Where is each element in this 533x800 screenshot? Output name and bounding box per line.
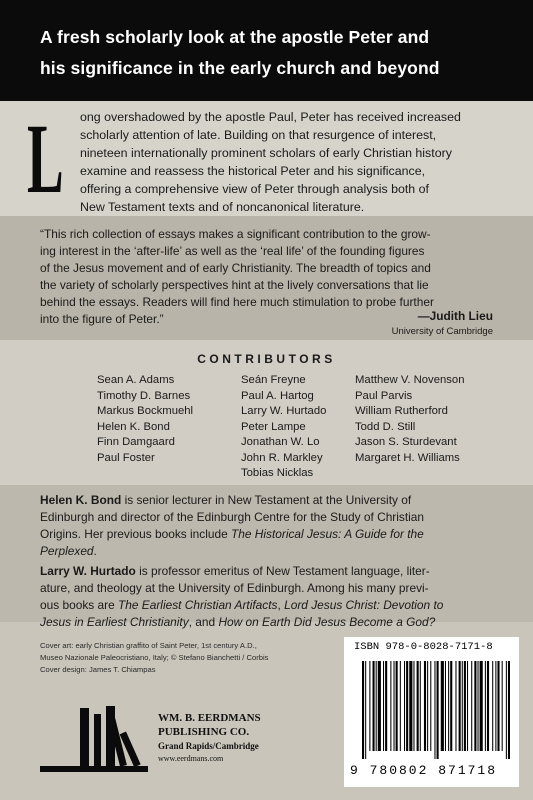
cover-credit-line: Museo Nazionale Paleocristiano, Italy; © Stefano Bianchetti / Corbis [40, 653, 269, 662]
endorsement-line: into the figure of Peter.” [40, 312, 164, 326]
contributor-name: Sean A. Adams [97, 374, 175, 386]
endorsement-line: the variety of scholarly perspectives hint at the lively conversations that lie [40, 278, 429, 292]
publisher-location: Grand Rapids/Cambridge [158, 741, 259, 751]
endorser-name: —Judith Lieu [417, 309, 493, 323]
contributors-heading: CONTRIBUTORS [197, 352, 336, 366]
description-line: offering a comprehensive view of Peter through analysis both of [80, 182, 429, 196]
contributor-name: Finn Damgaard [97, 436, 175, 448]
contributor-name: Matthew V. Novenson [355, 374, 465, 386]
editor-name: Larry W. Hurtado [40, 564, 136, 578]
contributor-name: John R. Markley [241, 451, 323, 464]
contributors-column-2 [241, 373, 326, 482]
contributor-name: Todd D. Still [355, 420, 416, 433]
description-line: examine and reassess the historical Peter and his significance, [80, 164, 426, 178]
tagline-line-1: A fresh scholarly look at the apostle Peter and [40, 27, 430, 47]
bio-line: ature, and theology at the University of Edinburgh. Among his many previ- [40, 581, 429, 595]
endorsement-line: ing interest in the ‘after-life’ as well as the ‘real life’ of the founding figures [40, 244, 425, 258]
drop-cap: L [27, 103, 64, 214]
contributors-column-1 [97, 373, 193, 466]
contributors-column-3 [355, 373, 464, 466]
contributor-name: Tobias Nicklas [241, 467, 314, 479]
publisher-name-line-2: PUBLISHING CO. [158, 726, 250, 738]
editor-name: Helen K. Bond [40, 493, 122, 507]
book-title: Lord Jesus Christ: Devotion to [284, 598, 444, 612]
bio-line: Helen K. Bond is senior lecturer in New Testament at the University of [40, 493, 412, 507]
publisher-website: www.eerdmans.com [158, 754, 224, 763]
tagline-line-2: his significance in the early church and beyond [40, 58, 440, 78]
barcode-digits: 9 780802 871718 [350, 763, 498, 778]
book-title: Jesus in Earliest Christianity [40, 615, 189, 629]
contributor-name: Larry W. Hurtado [241, 405, 327, 417]
tagline-banner [0, 0, 533, 101]
endorsement-line: “This rich collection of essays makes a significant contribution to the grow- [40, 227, 431, 241]
contributor-name: Paul Parvis [355, 389, 413, 402]
bio-line: Edinburgh and director of the Edinburgh Centre for the Study of Christian [40, 510, 425, 524]
contributor-name: Peter Lampe [241, 420, 306, 433]
description-line: scholarly attention of late. Building on that resurgence of interest, [80, 128, 437, 142]
isbn-number: ISBN 978-0-8028-7171-8 [354, 641, 493, 653]
contributors-section [0, 340, 533, 485]
contributor-name: William Rutherford [355, 405, 448, 417]
bio-line: ous books are The Earliest Christian Artifacts, Lord Jesus Christ: Devotion to [40, 598, 444, 612]
book-title: How on Earth Did Jesus Become a God? [218, 615, 436, 629]
cover-credit-line: Cover art: early Christian graffito of Saint Peter, 1st century A.D., [40, 641, 257, 650]
contributor-name: Jonathan W. Lo [241, 436, 320, 448]
contributor-name: Jason S. Sturdevant [355, 436, 457, 448]
bio-line: Larry W. Hurtado is professor emeritus of New Testament language, liter- [40, 564, 430, 578]
book-title: The Earliest Christian Artifacts [118, 598, 278, 612]
book-title: Perplexed [40, 544, 94, 558]
contributor-name: Helen K. Bond [97, 420, 170, 433]
contributor-name: Timothy D. Barnes [97, 389, 191, 402]
eerdmans-books-logo-icon [40, 700, 148, 780]
contributor-name: Seán Freyne [241, 374, 306, 386]
book-title: The Historical Jesus: A Guide for the [231, 527, 424, 541]
barcode-panel [344, 637, 519, 787]
bio-line: Origins. Her previous books include The Historical Jesus: A Guide for the [40, 527, 424, 541]
contributor-name: Paul Foster [97, 451, 155, 464]
endorsement-line: behind the essays. Readers will find here much stimulation to probe further [40, 295, 434, 309]
cover-credit-line: Cover design: James T. Chiampas [40, 665, 156, 674]
endorsement-line: of the Jesus movement and of early Christianity. The breadth of topics and [40, 261, 431, 275]
description-line: ong overshadowed by the apostle Paul, Peter has received increased [80, 110, 461, 124]
contributor-name: Paul A. Hartog [241, 389, 314, 402]
contributor-name: Markus Bockmuehl [97, 405, 194, 417]
bio-line: Perplexed. [40, 544, 97, 558]
description-line: New Testament texts and of noncanonical literature. [80, 200, 365, 214]
description-line: nineteen internationally prominent scholars of early Christian history [80, 146, 452, 160]
endorsement-section [0, 216, 533, 340]
description-section [0, 101, 533, 216]
editor-bios-section [0, 485, 533, 629]
bio-line: Jesus in Earliest Christianity, and How on Earth Did Jesus Become a God? [40, 615, 436, 629]
publisher-name-line-1: WM. B. EERDMANS [158, 712, 261, 724]
barcode-icon [360, 661, 510, 759]
endorser-affiliation: University of Cambridge [391, 326, 493, 337]
contributor-name: Margaret H. Williams [355, 451, 460, 464]
